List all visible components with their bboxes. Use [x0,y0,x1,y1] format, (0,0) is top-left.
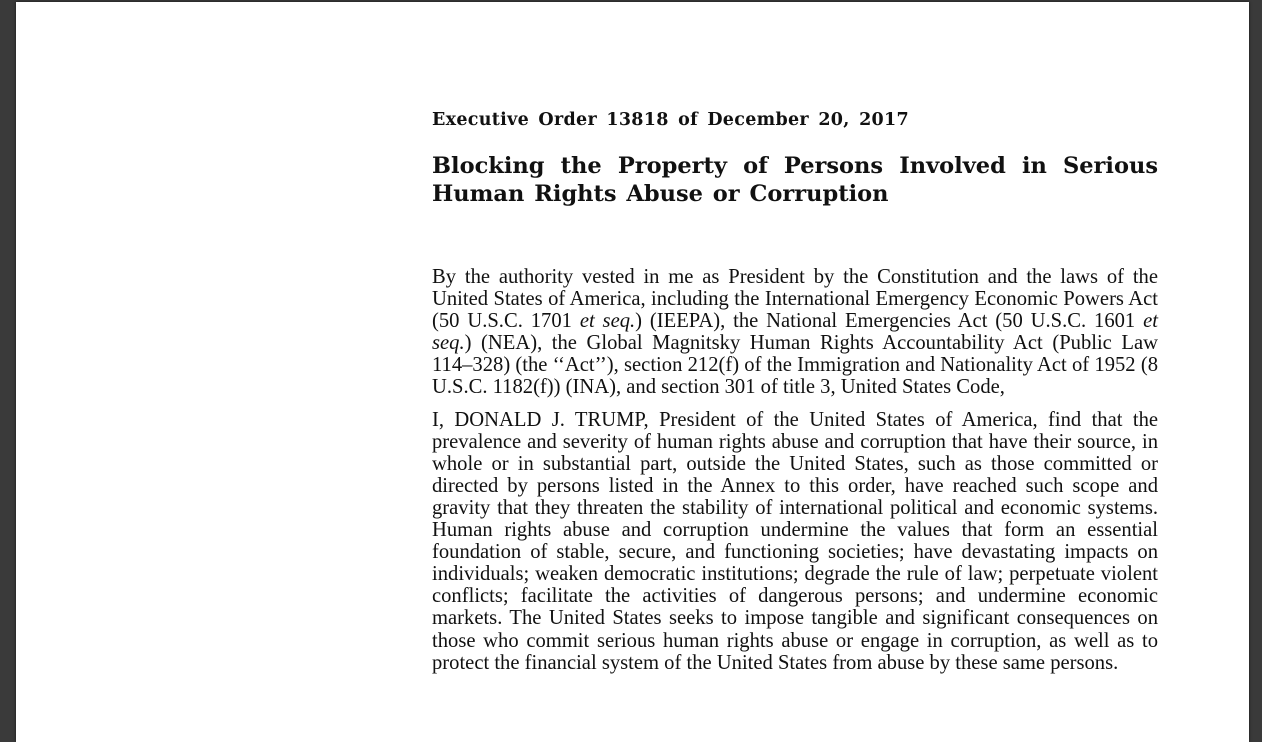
authority-text-3: ) (NEA), the Global Magnitsky Human Rights Accountability Act (Public Law 114–328) (the ‘‘Act’’), section 212(f) of the Immigration and Nationality Act of 1952 (8 U.S.C. 1182(f)) (INA), and section 301 of title 3, United States Code, [432,332,1158,399]
executive-order-number: Executive Order 13818 of December 20, 2017 [432,110,909,130]
order-title: Blocking the Property of Persons Involved in Serious Human Rights Abuse or Corruption [432,153,1158,207]
findings-paragraph: I, DONALD J. TRUMP, President of the United States of America, find that the prevalence and severity of human rights abuse and corruption that have their source, in whole or in substantial part, outside the United States, such as those committed or directed by persons listed in the Annex to this order, have reached such scope and gravity that they threaten the stability of international political and economic systems. Human rights abuse and corruption undermine the values that form an essential foundation of stable, secure, and functioning societies; have devastating impacts on individuals; weaken democratic institutions; degrade the rule of law; perpetuate violent conflicts; facilitate the activities of dangerous persons; and undermine economic markets. The United States seeks to impose tangible and significant consequences on those who commit serious human rights abuse or engage in corruption, as well as to protect the financial system of the United States from abuse by these same persons. [432,408,1158,674]
et-seq-italic-1: et seq. [579,310,636,333]
authority-text-1: By the authority vested in me as President by the Constitution and the laws of the United States of America, including the International Emergency Economic Powers Act (50 U.S.C. 1701 [432,266,1158,333]
authority-paragraph [432,266,1158,399]
text-column [432,108,1158,684]
order-body [432,266,1158,674]
authority-text-2: ) (IEEPA), the National Emergencies Act (50 U.S.C. 1601 [635,310,1144,333]
et-seq-italic-2: et seq. [432,310,1158,355]
document-page [16,2,1249,742]
